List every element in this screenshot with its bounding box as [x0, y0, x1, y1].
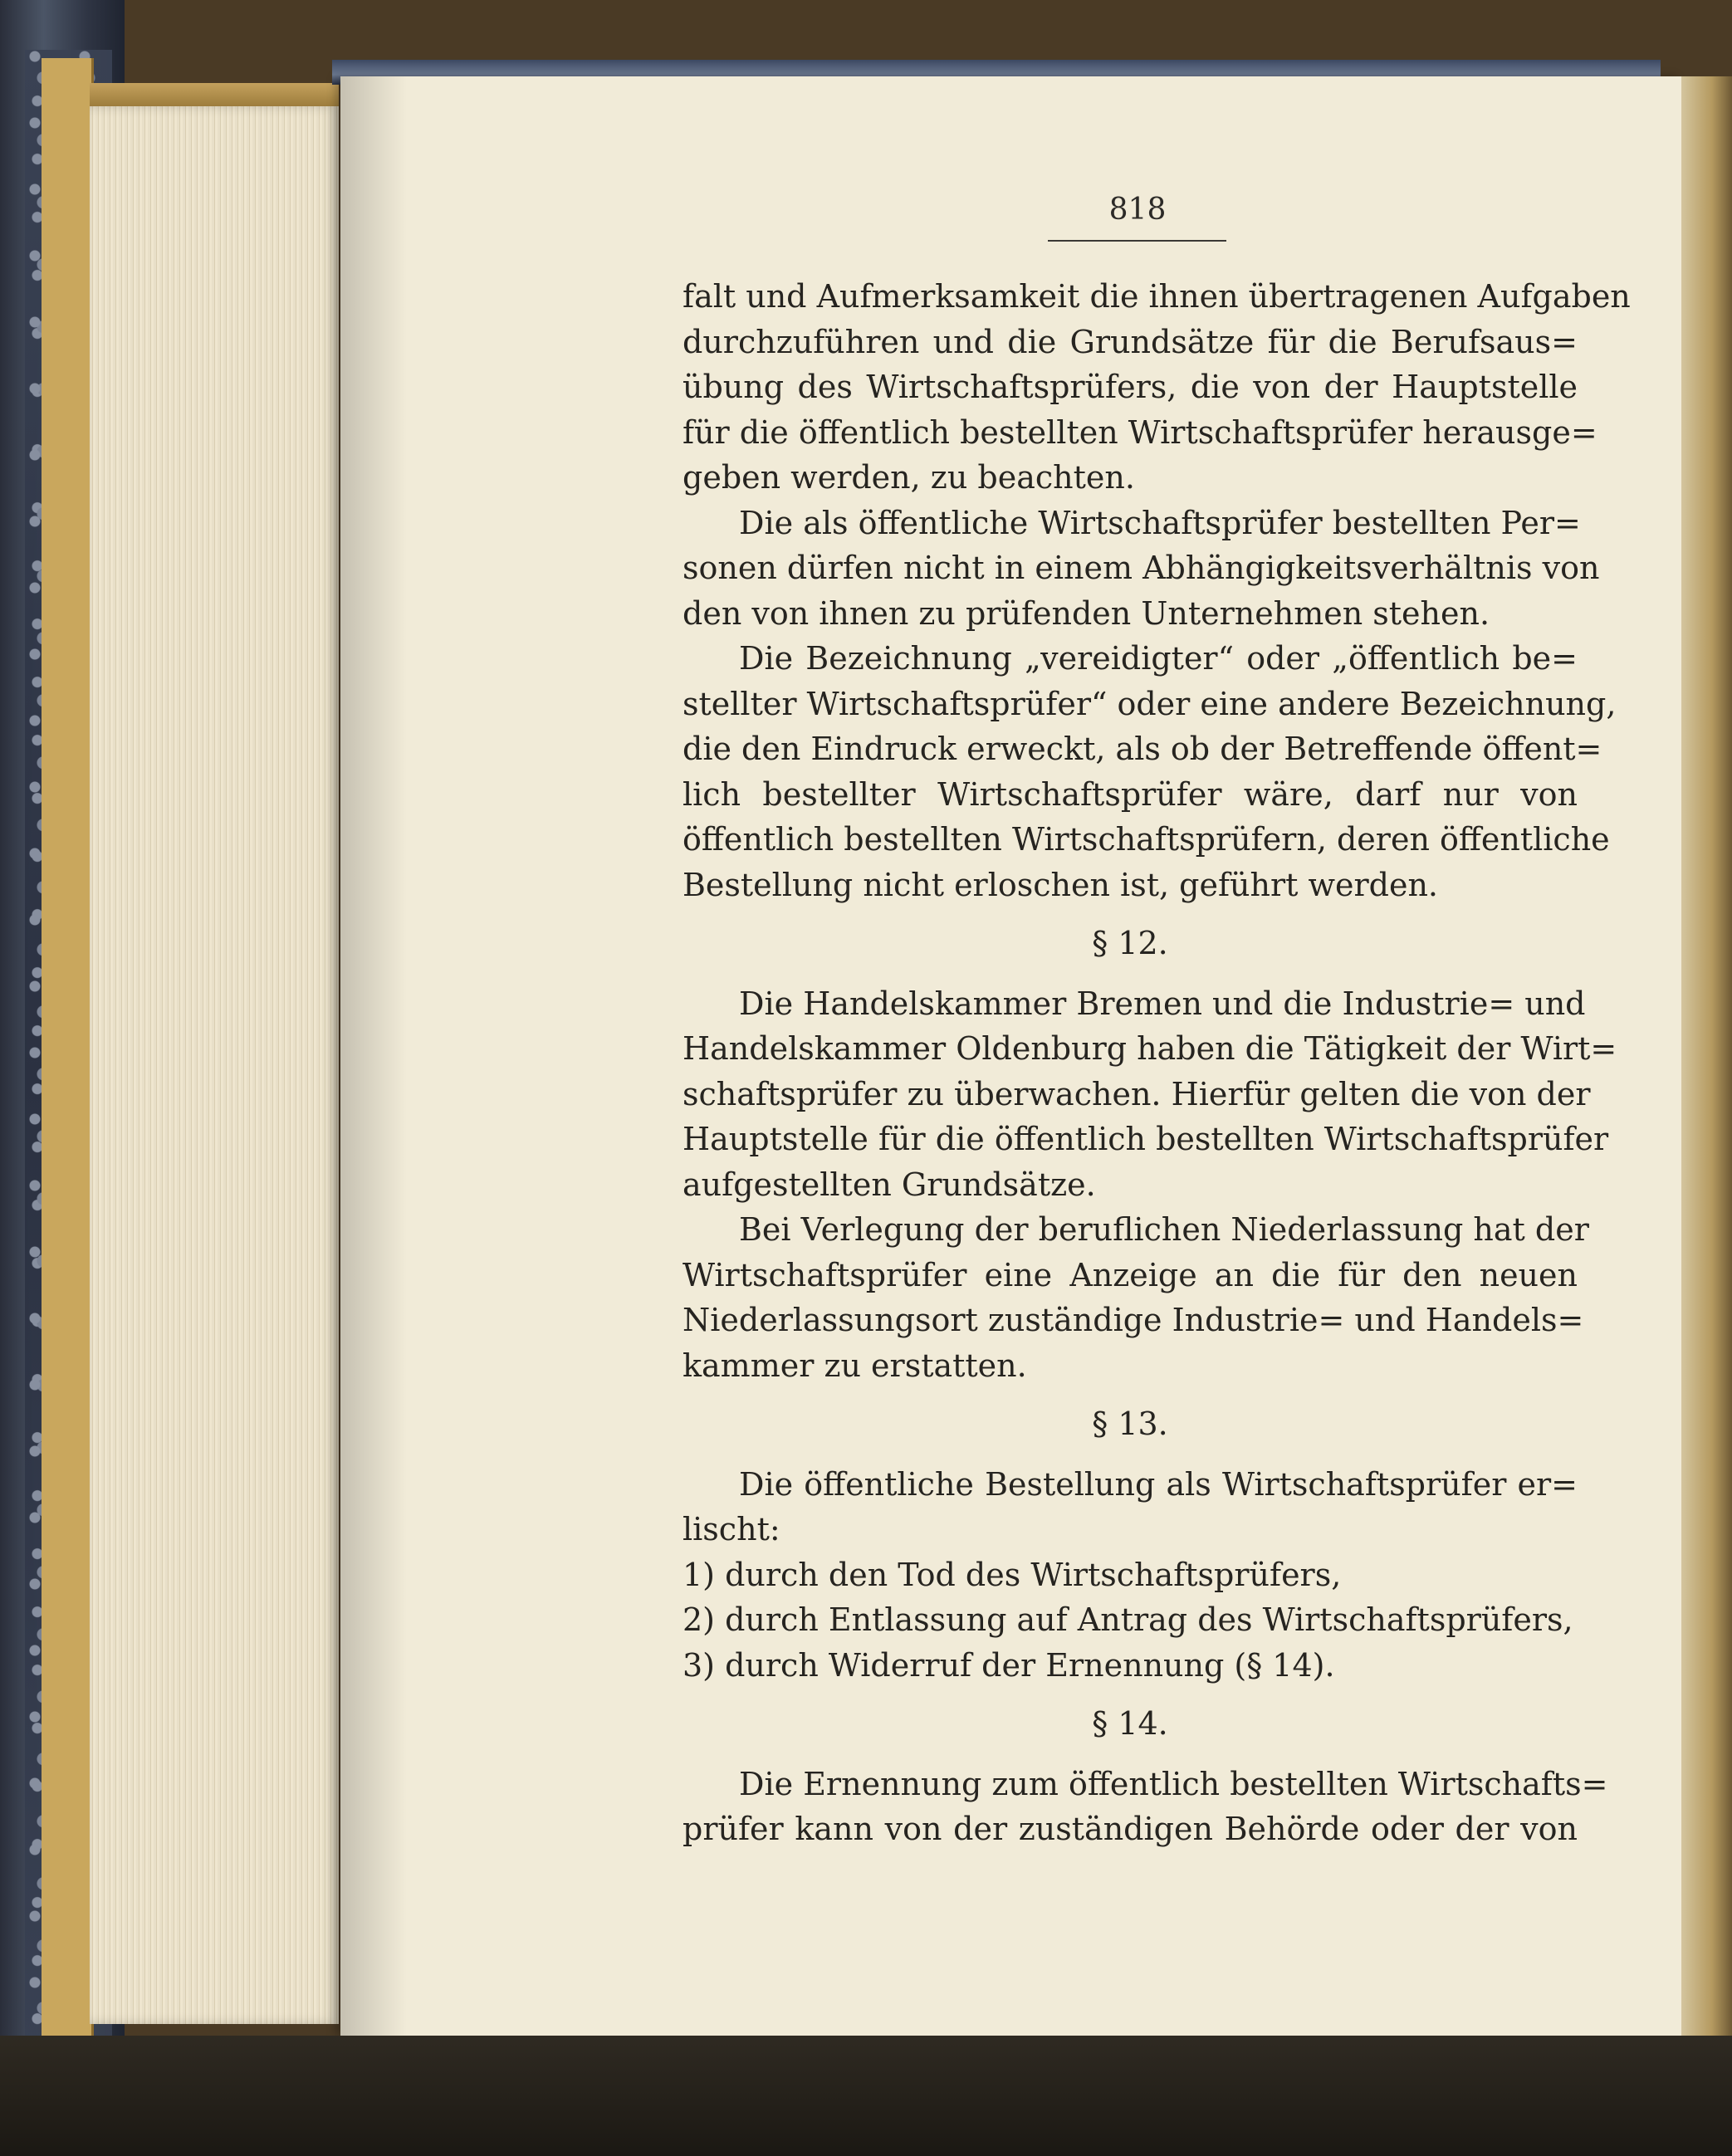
right-page-edge: [1681, 76, 1732, 2036]
text-line: Die als öffentliche Wirtschaftsprüfer bestellten Per=: [739, 504, 1581, 541]
text-line: sonen dürfen nicht in einem Abhängigkeitsverhältnis von: [683, 550, 1600, 586]
paragraph: [683, 274, 1631, 501]
text-line: schaftsprüfer zu überwachen. Hierfür gelten die von der: [683, 1075, 1591, 1112]
text-line: für die öffentlich bestellten Wirtschaftsprüfer herausge=: [683, 413, 1597, 451]
text-line: lich bestellter Wirtschaftsprüfer wäre, darf nur von: [683, 775, 1578, 813]
gutter-shadow: [340, 76, 407, 2036]
text-line: falt und Aufmerksamkeit die ihnen übertragenen Aufgaben: [683, 278, 1631, 315]
text-line: Bei Verlegung der beruflichen Niederlassung hat der: [739, 1211, 1589, 1248]
left-page-stack: [90, 106, 339, 2024]
paragraph: [683, 1462, 1578, 1552]
paragraph: [683, 1762, 1608, 1852]
page-stack-top-edge: [90, 83, 339, 108]
text-line: prüfer kann von der zuständigen Behörde oder der von: [683, 1811, 1578, 1847]
text-line: Die Bezeichnung „vereidigter“ oder „öffentlich be=: [739, 640, 1578, 677]
text-line: Bestellung nicht erloschen ist, geführt werden.: [683, 866, 1439, 903]
list-item: 1) durch den Tod des Wirtschaftsprüfers,: [683, 1556, 1342, 1593]
page-number: 818: [1108, 193, 1167, 227]
paragraph: [683, 1207, 1589, 1388]
text-line: Die Handelskammer Bremen und die Industrie= und: [739, 985, 1586, 1022]
text-line: Die öffentliche Bestellung als Wirtschaftsprüfer er=: [739, 1465, 1578, 1503]
page-text: [683, 274, 1631, 1852]
list-item: 2) durch Entlassung auf Antrag des Wirtschaftsprüfers,: [683, 1601, 1573, 1638]
binding-edge: [42, 58, 94, 2067]
section-heading: § 12.: [1092, 925, 1168, 961]
text-line: Die Ernennung zum öffentlich bestellten Wirtschafts=: [739, 1765, 1608, 1802]
paragraph: [683, 636, 1617, 907]
text-line: öffentlich bestellten Wirtschaftsprüfern, deren öffentliche: [683, 821, 1610, 858]
text-line: geben werden, zu beachten.: [683, 459, 1135, 496]
text-line: Wirtschaftsprüfer eine Anzeige an die für den neuen: [683, 1256, 1578, 1293]
text-line: stellter Wirtschaftsprüfer“ oder eine andere Bezeichnung,: [683, 685, 1617, 722]
paragraph: [683, 501, 1600, 637]
bottom-background: [0, 2036, 1732, 2156]
text-line: durchzuführen und die Grundsätze für die Berufsaus=: [683, 323, 1578, 360]
text-line: kammer zu erstatten.: [683, 1347, 1027, 1384]
text-line: Hauptstelle für die öffentlich bestellten Wirtschaftsprüfer: [683, 1121, 1609, 1157]
text-line: die den Eindruck erweckt, als ob der Betreffende öffent=: [683, 731, 1602, 767]
section-heading: § 13.: [1092, 1406, 1168, 1442]
section-heading: § 14.: [1092, 1705, 1168, 1742]
list-item: 3) durch Widerruf der Ernennung (§ 14).: [683, 1646, 1335, 1684]
page-number-rule: [1048, 240, 1226, 242]
paragraph: [683, 981, 1617, 1208]
text-line: aufgestellten Grundsätze.: [683, 1166, 1096, 1203]
text-line: übung des Wirtschaftsprüfers, die von der Hauptstelle: [683, 369, 1578, 405]
enumeration-list: [683, 1552, 1578, 1689]
text-line: Handelskammer Oldenburg haben die Tätigkeit der Wirt=: [683, 1030, 1617, 1067]
text-line: lischt:: [683, 1511, 780, 1547]
text-line: Niederlassungsort zuständige Industrie= und Handels=: [683, 1302, 1584, 1338]
text-line: den von ihnen zu prüfenden Unternehmen stehen.: [683, 594, 1490, 632]
